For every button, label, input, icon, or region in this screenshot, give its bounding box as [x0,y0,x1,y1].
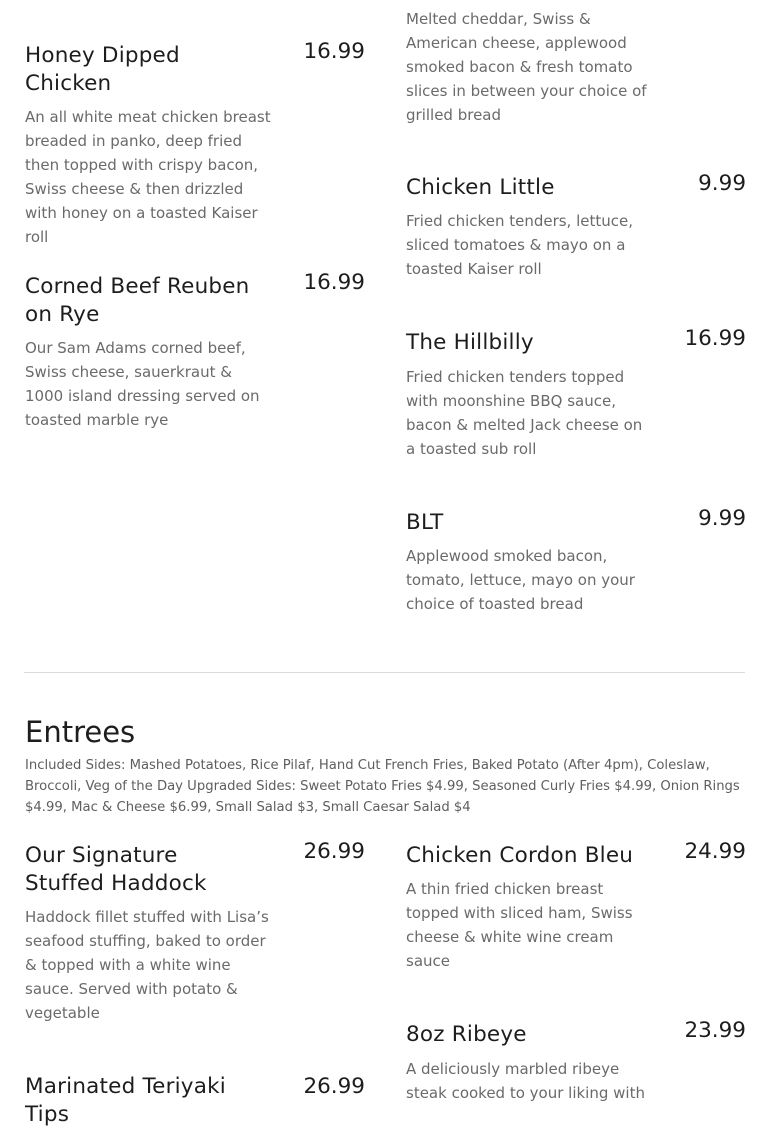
menu-item-chicken-little [406,171,746,284]
section-title-entrees: Entrees [25,715,136,749]
included-sides-note: Included Sides: Mashed Potatoes, Rice Pilaf, Hand Cut French Fries, Baked Potato (After 4pm), Coleslaw, Broccoli, Veg of the Day Upgraded Sides: Sweet Potato Fries $4.99, Seasoned Curly Fries $4.99, Onion Rings $4.99, Mac & Cheese $6.99, Small Salad $3, Small Caesar Salad $4 [25,758,740,815]
menu-item-stuffed-haddock [25,839,365,1032]
menu-item-marinated-teriyaki-tips [25,1073,365,1127]
menu-item-description: Fried chicken tenders, lettuce, sliced tomatoes & mayo on a toasted Kaiser roll [406,212,634,278]
menu-item-name: Corned Beef Reuben on Rye [25,274,250,327]
menu-item-price: 24.99 [684,839,746,864]
menu-item-price: 23.99 [684,1018,746,1043]
menu-item-price: 16.99 [684,326,746,351]
section-divider [24,672,745,673]
menu-item-name: Marinated Teriyaki Tips [25,1074,226,1127]
menu-item-description: Applewood smoked bacon, tomato, lettuce, mayo on your choice of toasted bread [406,547,635,613]
menu-item-honey-dipped-chicken [25,39,365,246]
menu-item-blt [406,506,746,619]
menu-item-name: Our Signature Stuffed Haddock [25,843,207,896]
menu-item-description: An all white meat chicken breast breaded in panko, deep fried then topped with crispy bacon, Swiss cheese & then drizzled with honey on a toasted Kaiser roll [25,108,271,246]
menu-item-name: The Hillbilly [406,330,534,355]
menu-item-description: A thin fried chicken breast topped with sliced ham, Swiss cheese & white wine cream sauce [406,880,633,970]
menu-item-name: Honey Dipped Chicken [25,43,180,96]
menu-item-price: 26.99 [303,839,365,864]
menu-item-name: Chicken Cordon Bleu [406,843,634,868]
menu-item-corned-beef-reuben [25,270,365,433]
grilled-cheese-description: Melted cheddar, Swiss & American cheese, applewood smoked bacon & fresh tomato slices in between your choice of grilled bread [406,10,647,124]
menu-item-description: A deliciously marbled ribeye steak cooked to your liking with [406,1060,645,1102]
menu-item-description: Fried chicken tenders topped with moonshine BBQ sauce, bacon & melted Jack cheese on a toasted sub roll [406,368,643,458]
menu-item-name: 8oz Ribeye [406,1022,527,1047]
menu-item-price: 16.99 [303,39,365,64]
menu-item-price: 9.99 [698,506,746,531]
menu-item-price: 9.99 [698,171,746,196]
menu-item-price: 16.99 [303,270,365,295]
menu-item-chicken-cordon-bleu [406,839,746,982]
menu-item-the-hillbilly [406,326,746,469]
menu-item-description: Haddock fillet stuffed with Lisa’s seafood stuffing, baked to order & topped with a white wine sauce. Served with potato & vegetable [25,908,269,1022]
menu-item-8oz-ribeye [406,1018,746,1111]
menu-item-name: Chicken Little [406,175,555,200]
menu-item-name: BLT [406,510,444,535]
menu-item-price: 26.99 [303,1074,365,1099]
menu-item-description: Our Sam Adams corned beef, Swiss cheese, sauerkraut & 1000 island dressing served on toasted marble rye [25,339,260,429]
